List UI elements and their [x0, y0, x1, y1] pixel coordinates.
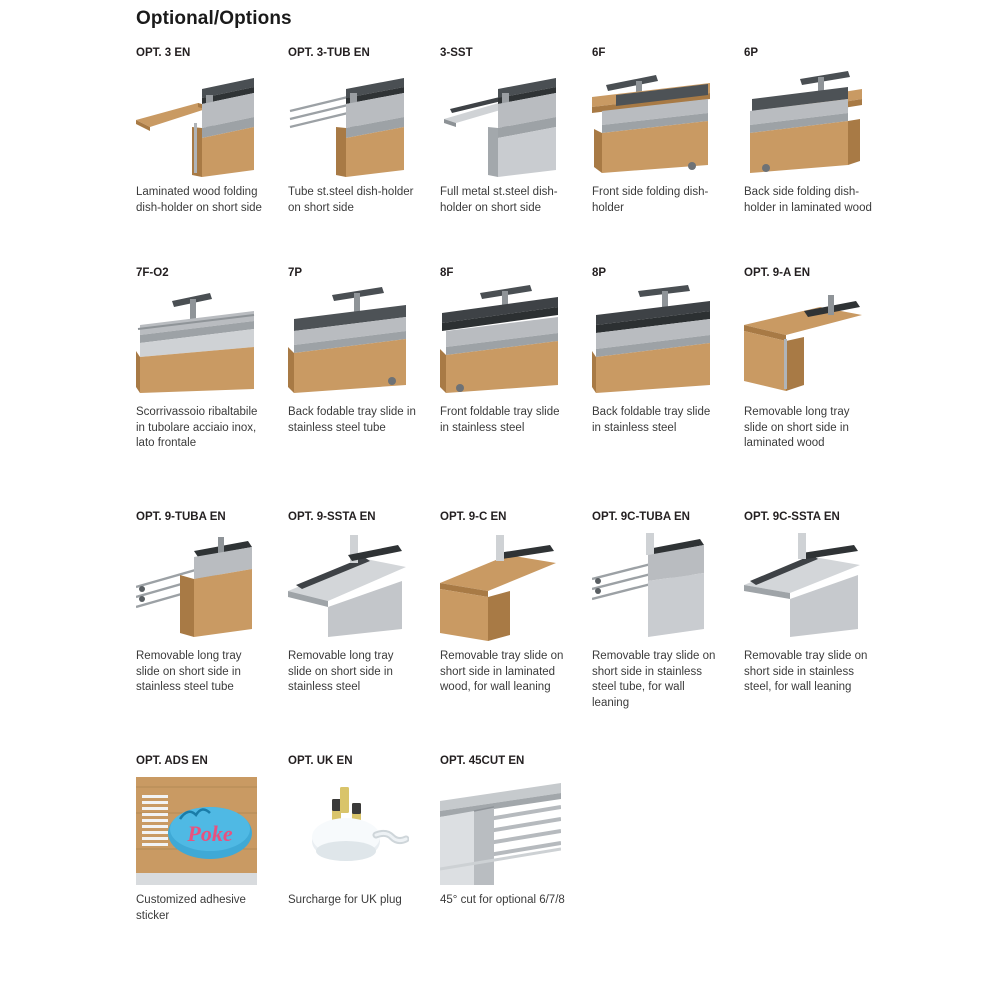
counter-wall-wood-slide-image — [440, 529, 561, 641]
options-row — [136, 754, 946, 974]
option-description: Front foldable tray slide in stainless steel — [440, 406, 560, 434]
counter-back-folding-wood-image — [744, 65, 865, 177]
option-card[interactable] — [744, 266, 896, 510]
options-row — [136, 266, 946, 510]
counter-back-steel-slide-image — [592, 285, 713, 397]
option-card[interactable] — [744, 510, 896, 754]
option-card[interactable] — [136, 754, 288, 974]
counter-tubular-tray-slide-image — [136, 285, 257, 397]
option-card[interactable] — [136, 46, 288, 266]
option-code: OPT. 9C-SSTA EN — [744, 511, 840, 523]
option-description: Removable long tray slide on short side in stainless steel — [288, 650, 394, 693]
option-code: OPT. 9-A EN — [744, 267, 811, 279]
counter-wall-tube-slide-image — [592, 529, 713, 641]
option-description: Customized adhesive sticker — [136, 894, 246, 922]
counter-front-steel-slide-image — [440, 285, 561, 397]
option-code: OPT. 45CUT EN — [440, 755, 525, 767]
option-code: OPT. 9C-TUBA EN — [592, 511, 690, 523]
counter-tube-dish-holder-image — [288, 65, 409, 177]
option-description: Back side folding dish-holder in laminated wood — [744, 186, 872, 214]
option-description: Removable tray slide on short side in stainless steel tube, for wall leaning — [592, 650, 716, 709]
option-card[interactable] — [136, 266, 288, 510]
option-description: Back fodable tray slide in stainless steel tube — [288, 406, 416, 434]
option-code: 8P — [592, 267, 607, 279]
option-card[interactable] — [592, 510, 744, 754]
option-code: OPT. 9-C EN — [440, 511, 507, 523]
option-code: 7F-O2 — [136, 267, 169, 279]
option-card[interactable] — [440, 510, 592, 754]
counter-folding-wood-shelf-image — [136, 65, 257, 177]
svg-text:Poke: Poke — [187, 821, 233, 846]
option-card[interactable] — [136, 510, 288, 754]
option-card[interactable] — [592, 266, 744, 510]
counter-long-wood-slide-image — [744, 285, 865, 397]
option-code: 6F — [592, 47, 606, 59]
option-code: 3-SST — [440, 47, 473, 59]
option-code: OPT. UK EN — [288, 755, 353, 767]
counter-front-folding-image — [592, 65, 713, 177]
options-row — [136, 510, 946, 754]
option-card[interactable] — [288, 266, 440, 510]
option-code: 6P — [744, 47, 759, 59]
option-description: Removable long tray slide on short side in laminated wood — [744, 406, 850, 449]
option-description: Tube st.steel dish-holder on short side — [288, 186, 414, 214]
option-description: Removable tray slide on short side in stainless steel, for wall leaning — [744, 650, 868, 693]
option-description: Full metal st.steel dish-holder on short side — [440, 186, 558, 214]
option-code: OPT. 3 EN — [136, 47, 191, 59]
option-card[interactable] — [288, 510, 440, 754]
counter-long-tube-slide-image — [136, 529, 257, 641]
options-row — [136, 46, 946, 266]
option-code: 8F — [440, 267, 454, 279]
options-grid — [136, 46, 946, 974]
option-description: Removable long tray slide on short side in stainless steel tube — [136, 650, 242, 693]
option-code: OPT. ADS EN — [136, 755, 208, 767]
option-code: OPT. 3-TUB EN — [288, 47, 370, 59]
option-description: Laminated wood folding dish-holder on short side — [136, 186, 262, 214]
45-degree-cut-detail-image — [440, 773, 561, 885]
adhesive-sticker-poke-image — [136, 773, 257, 885]
counter-long-steel-slide-image — [288, 529, 409, 641]
option-card[interactable] — [744, 46, 896, 266]
option-description: Removable tray slide on short side in laminated wood, for wall leaning — [440, 650, 564, 693]
option-code: OPT. 9-SSTA EN — [288, 511, 376, 523]
counter-wall-steel-slide-image — [744, 529, 865, 641]
option-code: 7P — [288, 267, 303, 279]
option-code: OPT. 9-TUBA EN — [136, 511, 226, 523]
option-description: 45° cut for optional 6/7/8 — [440, 894, 565, 906]
uk-plug-image — [288, 773, 409, 885]
option-card[interactable] — [440, 266, 592, 510]
option-description: Surcharge for UK plug — [288, 894, 402, 906]
counter-metal-dish-holder-image — [440, 65, 561, 177]
option-card[interactable] — [592, 46, 744, 266]
option-description: Back foldable tray slide in stainless steel — [592, 406, 711, 434]
option-description: Front side folding dish-holder — [592, 186, 709, 214]
option-card[interactable] — [288, 754, 440, 974]
page-title: Optional/Options — [136, 8, 292, 29]
option-card[interactable] — [288, 46, 440, 266]
counter-back-tube-slide-image — [288, 285, 409, 397]
option-description: Scorrivassoio ribaltabile in tubolare acciaio inox, lato frontale — [136, 406, 258, 449]
option-card[interactable] — [440, 754, 592, 974]
option-card[interactable] — [440, 46, 592, 266]
